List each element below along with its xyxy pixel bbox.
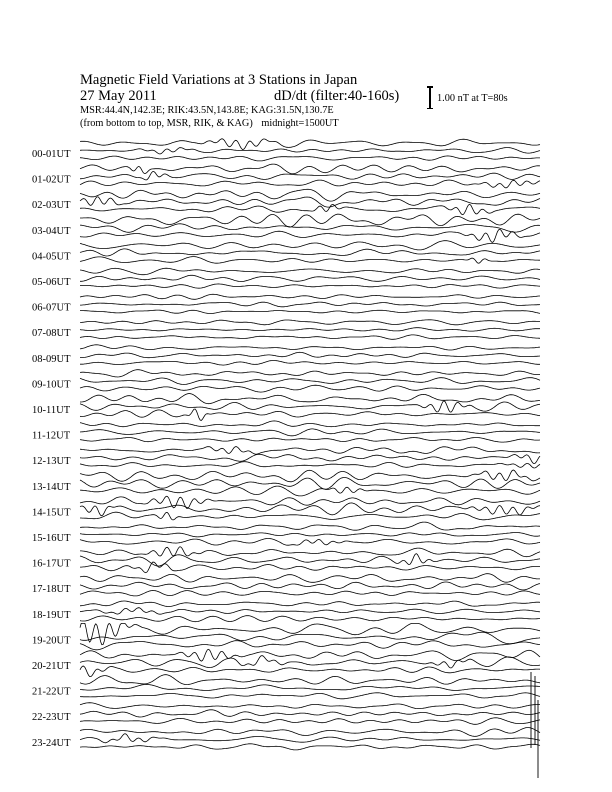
trace-KAG-15-16UT [80,522,540,530]
hour-label-12-13UT: 12-13UT [32,456,71,468]
trace-KAG-23-24UT [80,728,540,737]
trace-RIK-16-17UT [80,554,540,566]
hour-label-21-22UT: 21-22UT [32,686,71,698]
hour-label-11-12UT: 11-12UT [32,430,71,442]
trace-MSR-22-23UT [80,718,540,725]
trace-KAG-11-12UT [80,421,540,427]
trace-MSR-16-17UT [80,562,540,573]
hour-label-04-05UT: 04-05UT [32,251,71,263]
trace-MSR-09-10UT [80,385,540,392]
trace-KAG-04-05UT [80,241,540,250]
trace-KAG-08-09UT [80,345,540,350]
trace-MSR-14-15UT [80,512,540,520]
trace-RIK-01-02UT [80,172,540,180]
trace-RIK-00-01UT [80,148,540,154]
hour-label-07-08UT: 07-08UT [32,328,71,340]
trace-KAG-10-11UT [80,394,540,404]
trace-RIK-15-16UT [80,533,540,537]
hour-label-22-23UT: 22-23UT [32,712,71,724]
hour-label-10-11UT: 10-11UT [32,405,71,416]
trace-KAG-16-17UT [80,547,540,557]
trace-KAG-01-02UT [80,164,540,174]
hour-label-20-21UT: 20-21UT [32,661,71,672]
trace-RIK-21-22UT [80,684,540,690]
order-note: (from bottom to top, MSR, RIK, & KAG) [80,118,253,129]
trace-KAG-22-23UT [80,703,540,709]
filter-label: dD/dt (filter:40-160s) [274,88,400,104]
hour-label-03-04UT: 03-04UT [32,225,71,237]
hour-label-08-09UT: 08-09UT [32,353,71,365]
trace-KAG-12-13UT [80,447,540,455]
midnight-note: midnight=1500UT [261,118,339,129]
trace-MSR-03-04UT [80,229,540,242]
trace-KAG-13-14UT [80,470,540,482]
trace-MSR-10-11UT [80,409,540,420]
trace-RIK-17-18UT [80,582,540,590]
trace-KAG-06-07UT [80,294,540,299]
chart-title: Magnetic Field Variations at 3 Stations in Japan [80,72,358,88]
trace-MSR-21-22UT [80,693,540,699]
trace-MSR-18-19UT [80,616,540,622]
trace-RIK-06-07UT [80,302,540,307]
hour-label-01-02UT: 01-02UT [32,174,71,186]
trace-MSR-02-03UT [80,204,540,214]
hour-label-06-07UT: 06-07UT [32,302,71,314]
hour-label-18-19UT: 18-19UT [32,609,71,621]
trace-RIK-05-06UT [80,275,540,281]
hour-label-02-03UT: 02-03UT [32,200,71,212]
hour-label-17-18UT: 17-18UT [32,584,71,596]
trace-MSR-17-18UT [80,591,540,596]
trace-MSR-08-09UT [80,361,540,366]
hour-label-15-16UT: 15-16UT [32,533,71,544]
trace-RIK-04-05UT [80,249,540,256]
trace-RIK-19-20UT [80,632,540,644]
hour-label-00-01UT: 00-01UT [32,149,71,160]
trace-RIK-11-12UT [80,429,540,436]
trace-MSR-20-21UT [80,666,540,677]
trace-KAG-09-10UT [80,370,540,377]
hour-label-14-15UT: 14-15UT [32,507,71,519]
trace-MSR-01-02UT [80,180,540,188]
hour-label-09-10UT: 09-10UT [32,379,71,391]
hour-label-23-24UT: 23-24UT [32,737,71,749]
trace-RIK-20-21UT [80,656,540,668]
trace-MSR-15-16UT [80,539,540,546]
hour-label-19-20UT: 19-20UT [32,635,71,647]
date-label: 27 May 2011 [80,88,157,104]
trace-KAG-18-19UT [80,601,540,607]
trace-MSR-06-07UT [80,310,540,313]
trace-KAG-02-03UT [80,189,540,201]
trace-RIK-22-23UT [80,710,540,717]
hour-label-13-14UT: 13-14UT [32,481,71,493]
trace-MSR-13-14UT [80,486,540,496]
hour-label-05-06UT: 05-06UT [32,277,71,288]
trace-MSR-12-13UT [80,462,540,468]
scale-label: 1.00 nT at T=80s [437,93,508,104]
trace-MSR-11-12UT [80,438,540,443]
trace-RIK-03-04UT [80,224,540,233]
trace-RIK-07-08UT [80,328,540,331]
stations-label: MSR:44.4N,142.3E; RIK:43.5N,143.8E; KAG:31.5N,130.7E [80,105,334,116]
trace-KAG-07-08UT [80,320,540,325]
trace-MSR-19-20UT [80,641,540,650]
trace-RIK-18-19UT [80,608,540,615]
trace-MSR-07-08UT [80,335,540,339]
trace-RIK-08-09UT [80,352,540,357]
trace-MSR-23-24UT [80,744,540,750]
trace-KAG-17-18UT [80,574,540,583]
trace-RIK-12-13UT [80,454,540,463]
trace-MSR-04-05UT [80,257,540,264]
trace-MSR-00-01UT [80,156,540,161]
trace-KAG-21-22UT [80,675,540,685]
trace-RIK-09-10UT [80,378,540,385]
trace-KAG-05-06UT [80,268,540,275]
trace-RIK-10-11UT [80,401,540,412]
hour-label-16-17UT: 16-17UT [32,558,71,570]
trace-KAG-00-01UT [80,139,540,150]
trace-MSR-05-06UT [80,284,540,288]
trace-RIK-13-14UT [80,478,540,490]
